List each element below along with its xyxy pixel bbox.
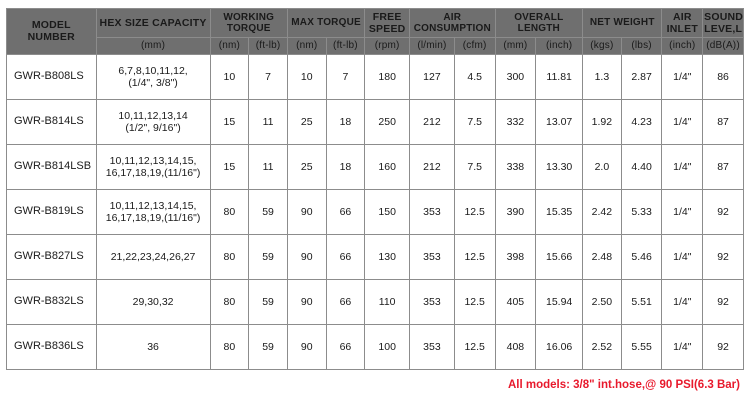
unit-length-mm: (mm) <box>495 38 536 55</box>
cell-hex-size <box>96 324 210 369</box>
cell-air-inlet: 1/4" <box>662 189 703 234</box>
cell-weight-kgs: 2.42 <box>583 189 622 234</box>
hex-line-1: 10,11,12,13,14 <box>118 109 188 122</box>
hex-line-1: 10,11,12,13,14,15, <box>109 154 197 167</box>
cell-weight-lbs: 5.46 <box>621 234 662 279</box>
cell-free-speed: 130 <box>365 234 410 279</box>
header-working-torque: WORKING TORQUE <box>210 9 287 38</box>
cell-free-speed: 180 <box>365 54 410 99</box>
cell-air-cfm: 12.5 <box>454 234 495 279</box>
cell-working-ftlb: 59 <box>249 324 288 369</box>
table-header <box>7 9 744 55</box>
header-row-units <box>7 38 744 55</box>
header-row-titles <box>7 9 744 38</box>
cell-model: GWR-B832LS <box>7 279 97 324</box>
hex-line-1: 36 <box>147 340 159 353</box>
cell-air-lmin: 353 <box>410 189 455 234</box>
cell-free-speed: 250 <box>365 99 410 144</box>
cell-length-inch: 15.66 <box>536 234 583 279</box>
cell-hex-size <box>96 234 210 279</box>
cell-weight-lbs: 5.55 <box>621 324 662 369</box>
cell-max-nm: 90 <box>287 324 326 369</box>
cell-free-speed: 160 <box>365 144 410 189</box>
cell-working-ftlb: 11 <box>249 144 288 189</box>
cell-max-nm: 90 <box>287 234 326 279</box>
header-free-speed: FREE SPEED <box>365 9 410 38</box>
cell-air-cfm: 12.5 <box>454 189 495 234</box>
cell-hex-size <box>96 144 210 189</box>
cell-model: GWR-B808LS <box>7 54 97 99</box>
header-air-consumption: AIR CONSUMPTION <box>410 9 495 38</box>
header-hex-size-capacity: HEX SIZE CAPACITY <box>96 9 210 38</box>
cell-sound: 92 <box>703 279 744 324</box>
cell-max-ftlb: 66 <box>326 324 365 369</box>
cell-weight-lbs: 4.23 <box>621 99 662 144</box>
table-row <box>7 54 744 99</box>
cell-sound: 86 <box>703 54 744 99</box>
unit-max-torque-ftlb: (ft-lb) <box>326 38 365 55</box>
cell-length-mm: 338 <box>495 144 536 189</box>
unit-air-inlet-inch: (inch) <box>662 38 703 55</box>
cell-hex-size <box>96 279 210 324</box>
hex-line-2: 16,17,18,19,(11/16") <box>105 211 201 224</box>
cell-weight-kgs: 1.92 <box>583 99 622 144</box>
header-max-torque: MAX TORQUE <box>287 9 364 38</box>
cell-length-inch: 16.06 <box>536 324 583 369</box>
header-model-number: MODEL NUMBER <box>7 9 97 55</box>
hex-line-1: 29,30,32 <box>132 295 174 308</box>
header-air-inlet: AIR INLET <box>662 9 703 38</box>
cell-sound: 87 <box>703 144 744 189</box>
cell-air-lmin: 212 <box>410 99 455 144</box>
unit-sound-db: (dB(A)) <box>703 38 744 55</box>
cell-free-speed: 150 <box>365 189 410 234</box>
cell-air-cfm: 12.5 <box>454 279 495 324</box>
cell-length-mm: 405 <box>495 279 536 324</box>
unit-working-torque-ftlb: (ft-lb) <box>249 38 288 55</box>
cell-weight-kgs: 2.0 <box>583 144 622 189</box>
table-row <box>7 189 744 234</box>
cell-air-lmin: 353 <box>410 234 455 279</box>
cell-air-lmin: 353 <box>410 279 455 324</box>
cell-working-nm: 80 <box>210 279 249 324</box>
unit-air-cfm: (cfm) <box>454 38 495 55</box>
cell-free-speed: 100 <box>365 324 410 369</box>
cell-air-inlet: 1/4" <box>662 279 703 324</box>
cell-sound: 87 <box>703 99 744 144</box>
table-row <box>7 234 744 279</box>
cell-weight-kgs: 2.48 <box>583 234 622 279</box>
unit-free-speed-rpm: (rpm) <box>365 38 410 55</box>
cell-model: GWR-B814LSB <box>7 144 97 189</box>
cell-weight-lbs: 2.87 <box>621 54 662 99</box>
cell-air-cfm: 4.5 <box>454 54 495 99</box>
table-row <box>7 144 744 189</box>
cell-model: GWR-B827LS <box>7 234 97 279</box>
hex-line-2: (1/2", 9/16") <box>125 121 181 134</box>
hex-line-2: (1/4", 3/8") <box>128 76 178 89</box>
cell-hex-size <box>96 54 210 99</box>
cell-air-cfm: 12.5 <box>454 324 495 369</box>
header-net-weight: NET WEIGHT <box>583 9 662 38</box>
cell-air-cfm: 7.5 <box>454 99 495 144</box>
unit-length-inch: (inch) <box>536 38 583 55</box>
hex-line-1: 6,7,8,10,11,12, <box>118 64 188 77</box>
unit-max-torque-nm: (nm) <box>287 38 326 55</box>
cell-working-nm: 80 <box>210 324 249 369</box>
unit-hex-size: (mm) <box>96 38 210 55</box>
cell-working-nm: 80 <box>210 234 249 279</box>
cell-max-ftlb: 18 <box>326 144 365 189</box>
cell-hex-size <box>96 99 210 144</box>
cell-working-nm: 10 <box>210 54 249 99</box>
table-row <box>7 279 744 324</box>
cell-model: GWR-B814LS <box>7 99 97 144</box>
cell-sound: 92 <box>703 234 744 279</box>
cell-length-mm: 390 <box>495 189 536 234</box>
unit-air-lmin: (l/min) <box>410 38 455 55</box>
header-sound-level: SOUND LEVE,L <box>703 9 744 38</box>
cell-max-ftlb: 66 <box>326 234 365 279</box>
cell-length-mm: 300 <box>495 54 536 99</box>
cell-air-cfm: 7.5 <box>454 144 495 189</box>
cell-working-nm: 15 <box>210 144 249 189</box>
unit-weight-lbs: (lbs) <box>621 38 662 55</box>
table-row <box>7 99 744 144</box>
table-row <box>7 324 744 369</box>
cell-length-mm: 332 <box>495 99 536 144</box>
cell-max-nm: 10 <box>287 54 326 99</box>
cell-max-nm: 90 <box>287 189 326 234</box>
cell-weight-kgs: 2.50 <box>583 279 622 324</box>
cell-working-nm: 80 <box>210 189 249 234</box>
hex-line-1: 10,11,12,13,14,15, <box>109 199 197 212</box>
cell-weight-lbs: 5.33 <box>621 189 662 234</box>
cell-air-inlet: 1/4" <box>662 234 703 279</box>
footnote-text: All models: 3/8" int.hose,@ 90 PSI(6.3 Bar) <box>507 379 740 391</box>
cell-length-inch: 13.07 <box>536 99 583 144</box>
header-overall-length: OVERALL LENGTH <box>495 9 583 38</box>
cell-max-ftlb: 18 <box>326 99 365 144</box>
cell-air-inlet: 1/4" <box>662 54 703 99</box>
cell-working-ftlb: 11 <box>249 99 288 144</box>
cell-max-ftlb: 66 <box>326 279 365 324</box>
cell-air-lmin: 353 <box>410 324 455 369</box>
cell-working-ftlb: 59 <box>249 189 288 234</box>
cell-max-nm: 90 <box>287 279 326 324</box>
cell-sound: 92 <box>703 324 744 369</box>
cell-length-inch: 13.30 <box>536 144 583 189</box>
cell-length-inch: 11.81 <box>536 54 583 99</box>
cell-air-inlet: 1/4" <box>662 144 703 189</box>
cell-max-ftlb: 7 <box>326 54 365 99</box>
unit-weight-kgs: (kgs) <box>583 38 622 55</box>
cell-free-speed: 110 <box>365 279 410 324</box>
specification-table <box>6 8 744 370</box>
cell-max-nm: 25 <box>287 144 326 189</box>
cell-max-ftlb: 66 <box>326 189 365 234</box>
cell-length-mm: 398 <box>495 234 536 279</box>
cell-working-ftlb: 7 <box>249 54 288 99</box>
cell-air-inlet: 1/4" <box>662 324 703 369</box>
cell-length-mm: 408 <box>495 324 536 369</box>
cell-air-lmin: 212 <box>410 144 455 189</box>
cell-hex-size <box>96 189 210 234</box>
cell-sound: 92 <box>703 189 744 234</box>
cell-model: GWR-B819LS <box>7 189 97 234</box>
cell-working-nm: 15 <box>210 99 249 144</box>
cell-weight-lbs: 5.51 <box>621 279 662 324</box>
cell-working-ftlb: 59 <box>249 234 288 279</box>
cell-length-inch: 15.94 <box>536 279 583 324</box>
hex-line-2: 16,17,18,19,(11/16") <box>105 166 201 179</box>
table-body <box>7 54 744 369</box>
cell-max-nm: 25 <box>287 99 326 144</box>
cell-air-lmin: 127 <box>410 54 455 99</box>
cell-air-inlet: 1/4" <box>662 99 703 144</box>
cell-weight-lbs: 4.40 <box>621 144 662 189</box>
unit-working-torque-nm: (nm) <box>210 38 249 55</box>
cell-length-inch: 15.35 <box>536 189 583 234</box>
cell-working-ftlb: 59 <box>249 279 288 324</box>
cell-model: GWR-B836LS <box>7 324 97 369</box>
cell-weight-kgs: 2.52 <box>583 324 622 369</box>
cell-weight-kgs: 1.3 <box>583 54 622 99</box>
hex-line-1: 21,22,23,24,26,27 <box>110 250 196 263</box>
